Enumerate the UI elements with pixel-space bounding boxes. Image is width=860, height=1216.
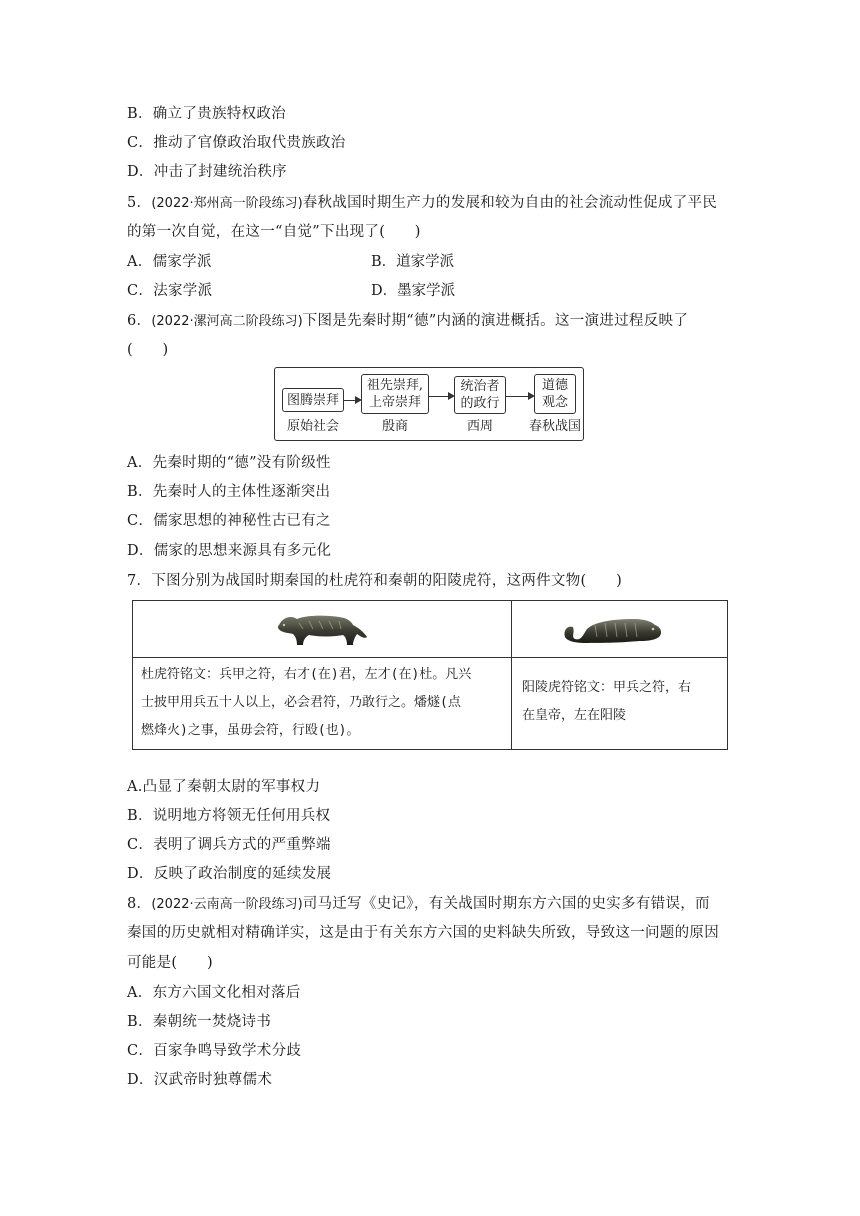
yangling-tiger-tally-image: [561, 611, 665, 651]
q6-option-b: B．先秦时人的主体性逐渐突出: [127, 484, 331, 500]
stage-label-1: 原始社会: [286, 419, 339, 434]
q7-option-a: A.凸显了秦朝太尉的军事权力: [127, 779, 321, 795]
q8-stem-line1: [127, 894, 710, 915]
q5-number: 5．: [127, 195, 152, 211]
q6-source: (2022·漯河高二阶段练习): [151, 314, 303, 329]
stage-box-3-line2: 的政行: [460, 396, 500, 411]
stage-box-1-text: 图腾崇拜: [286, 392, 339, 408]
stage-label-4: 春秋战国: [528, 419, 581, 434]
q7-stem: 7．下图分别为战国时期秦国的杜虎符和秦朝的阳陵虎符，这两件文物( ): [127, 573, 623, 589]
q8-option-b: B．秦朝统一焚烧诗书: [127, 1014, 272, 1030]
q6-text: 下图是先秦时期“德”内涵的演进概括。这一演进过程反映了: [302, 313, 689, 329]
q8-stem-line2: 秦国的历史就相对精确详实，这是由于有关东方六国的史料缺失所致，导致这一问题的原因: [127, 925, 719, 941]
table-divider-vertical: [511, 601, 512, 749]
arrow-2: [429, 396, 453, 397]
arrow-1: [344, 400, 360, 401]
stage-box-2-line2: 上帝崇拜: [368, 395, 421, 410]
arrow-3: [506, 396, 533, 397]
q6-option-d: D．儒家的思想来源具有多元化: [127, 543, 332, 559]
du-tally-inscription-line3: 燃烽火)之事，虽毋会符，行殴(也)。: [141, 723, 360, 738]
du-tally-inscription-line2: 士披甲用兵五十人以上，必会君符，乃敢行之。燔燧(点: [141, 695, 461, 710]
q5-text: 春秋战国时期生产力的发展和较为自由的社会流动性促成了平民: [302, 195, 718, 211]
q6-stem-line1: [127, 311, 688, 332]
stage-box-3: [454, 376, 506, 414]
yangling-tally-inscription-line2: 在皇帝，左在阳陵: [522, 708, 627, 723]
q7-option-b: B．说明地方将领无任何用兵权: [127, 808, 331, 824]
q5-source: (2022·郑州高一阶段练习): [151, 196, 303, 211]
q5-option-a: A．儒家学派: [127, 254, 212, 270]
q4-option-b: B．确立了贵族特权政治: [127, 106, 286, 122]
q6-stem-line2: ( ): [127, 342, 169, 358]
stage-label-2: 殷商: [381, 419, 408, 434]
stage-box-2: [361, 374, 429, 414]
q8-option-d: D．汉武帝时独尊儒术: [127, 1072, 273, 1088]
yangling-tally-inscription-line1: 阳陵虎符铭文：甲兵之符，右: [522, 680, 692, 695]
q5-stem-line2: 的第一次自觉，在这一“自觉”下出现了( ): [127, 224, 421, 240]
q4-option-d: D．冲击了封建统治秩序: [127, 164, 287, 180]
du-tally-inscription-line1: 杜虎符铭文：兵甲之符，右才(在)君，左才(在)杜。凡兴: [141, 667, 472, 682]
stage-box-4-line2: 观念: [541, 395, 568, 410]
table-divider-horizontal: [133, 657, 727, 658]
q8-number: 8．: [127, 896, 152, 912]
stage-label-3: 西周: [466, 419, 493, 434]
q5-option-d: D．墨家学派: [371, 283, 456, 299]
q8-source: (2022·云南高一阶段练习): [151, 897, 303, 912]
q6-option-a: A．先秦时期的“德”没有阶级性: [127, 455, 331, 471]
stage-box-4-line1: 道德: [541, 378, 568, 393]
q6-option-c: C．儒家思想的神秘性古已有之: [127, 513, 331, 529]
de-evolution-diagram: [274, 367, 584, 441]
q7-option-d: D．反映了政治制度的延续发展: [127, 866, 332, 882]
q8-option-a: A．东方六国文化相对落后: [127, 985, 301, 1001]
q5-option-b: B．道家学派: [371, 254, 455, 270]
q8-text: 司马迁写《史记》，有关战国时期东方六国的史实多有错误，而: [302, 896, 710, 912]
stage-box-3-line1: 统治者: [460, 379, 500, 394]
q8-option-c: C．百家争鸣导致学术分歧: [127, 1043, 302, 1059]
q8-stem-line3: 可能是( ): [127, 955, 213, 971]
stage-box-4: [534, 374, 576, 414]
q4-option-c: C．推动了官僚政治取代贵族政治: [127, 135, 346, 151]
q5-option-c: C．法家学派: [127, 283, 213, 299]
q7-option-c: C．表明了调兵方式的严重弊端: [127, 837, 331, 853]
stage-box-2-line1: 祖先崇拜,: [366, 378, 424, 393]
artifact-table: [132, 600, 728, 750]
stage-box-1: [282, 388, 344, 412]
q6-number: 6．: [127, 313, 152, 329]
q5-stem-line1: [127, 193, 717, 214]
du-tiger-tally-image: [273, 607, 371, 653]
